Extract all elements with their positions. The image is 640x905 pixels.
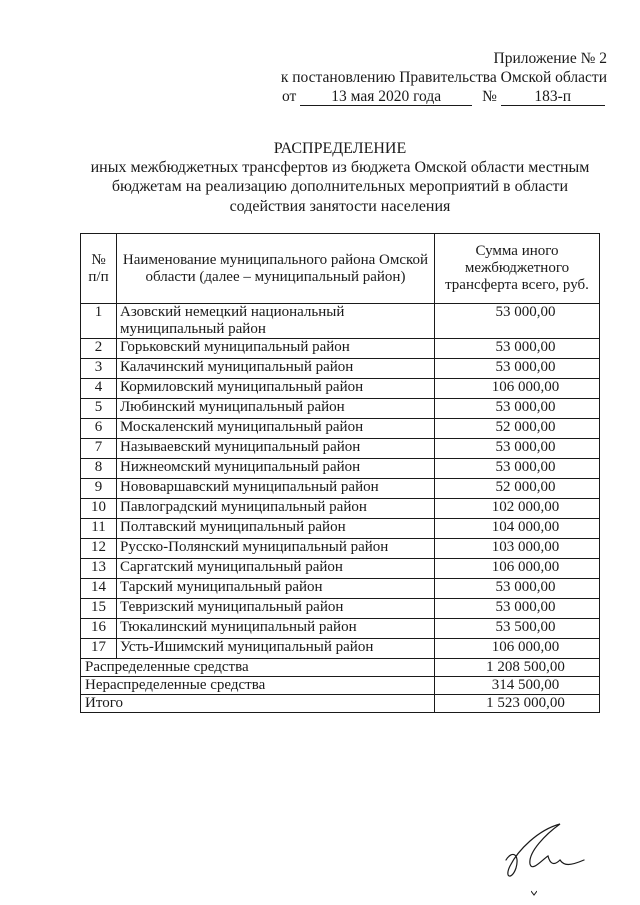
row-number: 5	[81, 399, 117, 419]
transfer-sum: 53 000,00	[435, 439, 600, 459]
total-row	[81, 659, 600, 677]
total-sum: 314 500,00	[435, 677, 600, 695]
district-name: Тевризский муниципальный район	[117, 599, 435, 619]
transfer-sum: 104 000,00	[435, 519, 600, 539]
district-name: Любинский муниципальный район	[117, 399, 435, 419]
transfer-sum: 52 000,00	[435, 479, 600, 499]
transfer-sum: 53 000,00	[435, 339, 600, 359]
table-row	[81, 519, 600, 539]
table-row	[81, 539, 600, 559]
document-heading: РАСПРЕДЕЛЕНИЕ	[273, 140, 407, 157]
transfer-sum: 106 000,00	[435, 379, 600, 399]
district-name: Саргатский муниципальный район	[117, 559, 435, 579]
resolution-label: к постановлению Правительства Омской области	[280, 69, 607, 86]
transfer-sum: 53 000,00	[435, 459, 600, 479]
row-number: 11	[81, 519, 117, 539]
resolution-number: 183-п	[501, 88, 605, 106]
column-header-number: № п/п	[81, 234, 117, 304]
district-name: Тюкалинский муниципальный район	[117, 619, 435, 639]
row-number: 17	[81, 639, 117, 659]
row-number: 16	[81, 619, 117, 639]
row-number: 1	[81, 304, 117, 339]
total-row	[81, 695, 600, 713]
handwritten-signature-icon	[498, 820, 588, 890]
row-number: 6	[81, 419, 117, 439]
total-sum: 1 208 500,00	[435, 659, 600, 677]
total-sum: 1 523 000,00	[435, 695, 600, 713]
from-label: от	[282, 88, 297, 105]
district-name: Усть-Ишимский муниципальный район	[117, 639, 435, 659]
transfer-sum: 53 000,00	[435, 399, 600, 419]
table-row	[81, 579, 600, 599]
table-row	[81, 439, 600, 459]
distribution-table	[80, 233, 600, 713]
row-number: 12	[81, 539, 117, 559]
document-subtitle-line-2: бюджетам на реализацию дополнительных мероприятий в области	[111, 178, 569, 195]
tick-mark-icon	[531, 890, 537, 896]
total-row	[81, 677, 600, 695]
table-row	[81, 499, 600, 519]
district-name: Москаленский муниципальный район	[117, 419, 435, 439]
column-header-sum: Сумма иного межбюджетного трансферта всего, руб.	[435, 234, 600, 304]
district-name: Тарский муниципальный район	[117, 579, 435, 599]
row-number: 10	[81, 499, 117, 519]
table-row	[81, 379, 600, 399]
row-number: 8	[81, 459, 117, 479]
district-name: Нововаршавский муниципальный район	[117, 479, 435, 499]
row-number: 2	[81, 339, 117, 359]
row-number: 15	[81, 599, 117, 619]
table-row	[81, 419, 600, 439]
total-label: Распределенные средства	[81, 659, 435, 677]
district-name: Полтавский муниципальный район	[117, 519, 435, 539]
transfer-sum: 102 000,00	[435, 499, 600, 519]
total-label: Итого	[81, 695, 435, 713]
table-row	[81, 639, 600, 659]
district-name: Называевский муниципальный район	[117, 439, 435, 459]
number-label: №	[482, 88, 497, 105]
district-name: Калачинский муниципальный район	[117, 359, 435, 379]
row-number: 3	[81, 359, 117, 379]
table-row	[81, 359, 600, 379]
district-name: Горьковский муниципальный район	[117, 339, 435, 359]
district-name: Нижнеомский муниципальный район	[117, 459, 435, 479]
transfer-sum: 53 000,00	[435, 579, 600, 599]
resolution-date-line	[282, 88, 608, 106]
district-name: Павлоградский муниципальный район	[117, 499, 435, 519]
district-name: Кормиловский муниципальный район	[117, 379, 435, 399]
table-row	[81, 479, 600, 499]
transfer-sum: 103 000,00	[435, 539, 600, 559]
transfer-sum: 53 000,00	[435, 359, 600, 379]
document-subtitle-line-1: иных межбюджетных трансфертов из бюджета Омской области местным	[90, 159, 590, 176]
table-row	[81, 559, 600, 579]
appendix-label: Приложение № 2	[493, 50, 607, 67]
document-subtitle-line-3: содействия занятости населения	[229, 198, 451, 215]
transfer-sum: 53 000,00	[435, 599, 600, 619]
table-row	[81, 399, 600, 419]
row-number: 14	[81, 579, 117, 599]
resolution-date: 13 мая 2020 года	[300, 88, 472, 106]
row-number: 4	[81, 379, 117, 399]
table-row	[81, 459, 600, 479]
table-row	[81, 304, 600, 339]
table-row	[81, 619, 600, 639]
row-number: 9	[81, 479, 117, 499]
district-name: Русско-Полянский муниципальный район	[117, 539, 435, 559]
transfer-sum: 53 500,00	[435, 619, 600, 639]
transfer-sum: 106 000,00	[435, 559, 600, 579]
transfer-sum: 53 000,00	[435, 304, 600, 339]
transfer-sum: 52 000,00	[435, 419, 600, 439]
row-number: 13	[81, 559, 117, 579]
column-header-name: Наименование муниципального района Омской области (далее – муниципальный район)	[117, 234, 435, 304]
transfer-sum: 106 000,00	[435, 639, 600, 659]
row-number: 7	[81, 439, 117, 459]
total-label: Нераспределенные средства	[81, 677, 435, 695]
table-row	[81, 339, 600, 359]
table-row	[81, 599, 600, 619]
district-name: Азовский немецкий национальный муниципальный район	[117, 304, 435, 339]
